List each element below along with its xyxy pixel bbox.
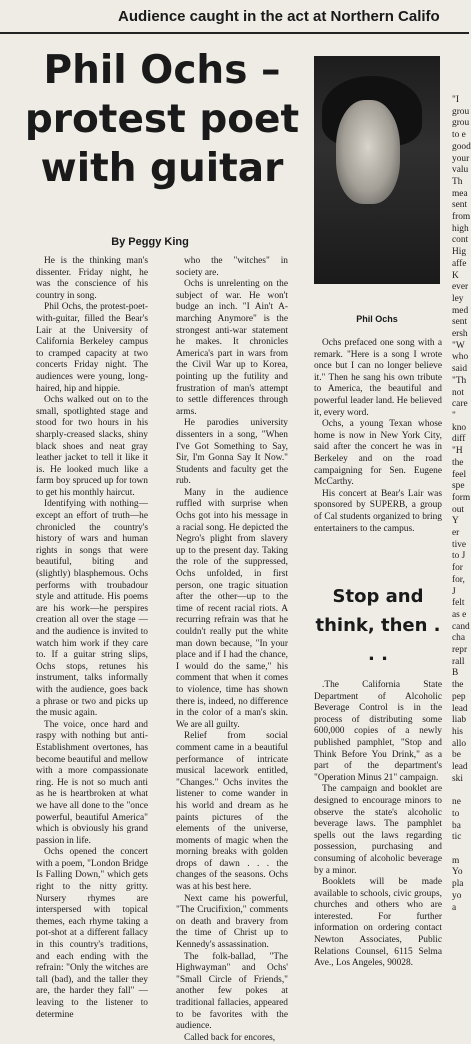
edge-fragment: from (452, 212, 471, 223)
edge-fragment: form (452, 492, 471, 503)
article-column-3 (314, 338, 442, 535)
edge-fragment: for, (452, 574, 465, 585)
edge-fragment: pla (452, 879, 464, 890)
edge-fragment: ski (452, 773, 463, 784)
paragraph: He parodies university dissenters in a song, "When I've Got Something to Say, Sir, I'm Gonna Say It Now." Students and faculty get the rub. (176, 418, 288, 487)
edge-fragment: for (452, 563, 463, 574)
edge-fragment: pep (452, 691, 466, 702)
edge-fragment: your (452, 153, 470, 164)
paragraph: who the "witches" in society are. (176, 256, 288, 278)
edge-fragment: tive (452, 539, 467, 550)
edge-fragment: be (452, 750, 461, 761)
paragraph: The folk-ballad, "The Highwayman" and Ochs' "Small Circle of Friends," another few pokes at traditional fallacies, appeared to be favorites with the audience. (176, 951, 288, 1032)
edge-fragment: valu (452, 165, 469, 176)
article-headline: Phil Ochs – protest poet with guitar (24, 48, 300, 191)
edge-fragment: to e (452, 130, 466, 141)
paragraph: The voice, once hard and raspy with nothing but anti-Establishment overtones, has become beautiful and mellow with a more compassionate ring. He is not so much anti as he is heartbroken at what we have all done to the "once powerful, beautiful America" which is obviously his grand passion in life. (36, 719, 148, 846)
edge-fragment: rall (452, 656, 465, 667)
edge-fragment: to (452, 808, 460, 819)
edge-fragment: yo (452, 890, 462, 901)
edge-fragment: Th (452, 176, 463, 187)
sidebar-headline: Stop and think, then . . . (315, 586, 441, 665)
article-column-2 (176, 256, 288, 1044)
edge-fragment: cont (452, 235, 469, 246)
paragraph: Booklets will be made available to schools, civic groups, churches and others who are interested. For further information on ordering contact Newton Associates, Public Relations Counsel, 6115 Selma Ave., Los Angeles, 90028. (314, 877, 442, 969)
edge-fragment: affe (452, 258, 467, 269)
edge-fragment: his (452, 726, 463, 737)
edge-fragment: a (452, 902, 457, 913)
edge-fragment: not (452, 387, 464, 398)
paragraph: Called back for encores, (184, 1032, 276, 1043)
paragraph: The campaign and booklet are designed to encourage minors to observe the state's alcoholic beverage laws. The pamphlet spells out the laws regarding possession, purchasing and consuming of alcoholic beverage by a minor. (314, 784, 442, 876)
edge-fragment: repr (452, 645, 468, 656)
paragraph: .The California State Department of Alcoholic Beverage Control is in the process of distributing some 600,000 copies of a newly published pamphlet, "Stop and Think Before You Drink," as a part of the department's "Operation Minus 21" campaign. (314, 680, 442, 783)
edge-fragment: m (452, 855, 460, 866)
edge-fragment: kno (452, 422, 467, 433)
edge-fragment: "I (452, 95, 459, 105)
edge-fragment: diff (452, 434, 466, 445)
paragraph: Ochs is unrelenting on the subject of war. He won't budge an inch. "I Ain't A-marching Anymore" is the strongest anti-war statement he makes. It chronicles America's part in wars from the Civil War up to Korea, pointing up the futility and frustration of man's attempt to settle differences through arms. (176, 279, 288, 417)
paragraph: Ochs, a young Texan whose home is now in New York City, said after the concert he was in Berkeley and on the road campaigning for Sen. Eugene McCarthy. (314, 419, 442, 488)
edge-fragment: Hig (452, 247, 467, 258)
edge-fragment: "H (452, 446, 463, 457)
photo-caption: Phil Ochs (356, 314, 398, 324)
edge-fragment: sent (452, 200, 468, 211)
edge-fragment: cha (452, 633, 466, 644)
edge-fragment: who (452, 352, 469, 363)
edge-fragment: K (452, 270, 459, 281)
edge-fragment: care (452, 399, 468, 410)
portrait-photo (314, 56, 440, 284)
edge-fragment: said (452, 364, 468, 375)
paragraph: Phil Ochs, the protest-poet-with-guitar, filled the Bear's Lair at the University of California Berkeley campus to cramped capacity at two concerts Friday night. The audiences were young, long-haired, hip and hippie. (36, 302, 148, 394)
edge-fragment (452, 844, 469, 856)
photo-face (336, 100, 400, 204)
edge-fragment: "Th (452, 375, 467, 386)
adjacent-column-fragments (452, 95, 469, 914)
article-column-1 (36, 256, 148, 1021)
edge-fragment (452, 785, 469, 797)
paragraph: Ochs walked out on to the small, spotlighted stage and stood for two hours in his sharply-creased slacks, shiny black shoes and neat gray leather jacket to tell it like it is. He looked much like a farm boy spruced up for town to get his monthly haircut. (36, 395, 148, 498)
edge-fragment: lead (452, 762, 468, 773)
byline: By Peggy King (111, 236, 189, 248)
edge-fragment: Yo (452, 867, 463, 878)
paragraph: Relief from social comment came in a beautiful performance of intricate musical lacework entitled, "Changes." Ochs invites the listener to come wander in his world and dream as he paints pictures of the elements of the universe, moments of magic when the morning breaks with golden drops of dawn . . . the changes of the seasons. Ochs was at his best here. (176, 731, 288, 893)
paragraph: His concert at Bear's Lair was sponsored by SUPERB, a group of Cal students organized to bring entertainers to the campus. (314, 488, 442, 534)
paragraph: Many in the audience ruffled with surprise when Ochs got into his message in a racial song. He depicted the Negro's plight from slavery up to the present day. Taking the role of the suppressed, Ochs unfolded, in first person, one tragic situation after the other—up to the time of recent racial riots. A recurring refrain was that he couldn't really put the white man down because, "In your place and if I had the chance, I would do the same," his comment that when it comes to violence, time has shown there is, indeed, no difference in the color of a man's skin. We are all guilty. (176, 487, 288, 730)
edge-fragment: the (452, 457, 464, 468)
edge-fragment: grou (452, 118, 470, 129)
edge-fragment: "W (452, 340, 465, 351)
edge-fragment: mea (452, 188, 468, 199)
edge-fragment: ne (452, 797, 461, 808)
edge-fragment: spe (452, 481, 465, 492)
edge-fragment: liab (452, 715, 467, 726)
sidebar-article (314, 680, 442, 970)
edge-fragment: cand (452, 621, 470, 632)
edge-fragment: ersh (452, 329, 468, 340)
edge-fragment: er (452, 528, 460, 539)
edge-fragment: allo (452, 738, 467, 749)
edge-fragment: lead (452, 703, 468, 714)
edge-fragment: grou (452, 106, 470, 117)
edge-fragment: ba (452, 820, 461, 831)
edge-fragment: ley (452, 293, 464, 304)
edge-fragment: good (452, 141, 471, 152)
edge-fragment: felt (452, 598, 465, 609)
edge-fragment: feel (452, 469, 467, 480)
edge-fragment: out (452, 504, 464, 515)
paragraph: Next came his powerful, "The Crucifixion," comments on death and bravery from the time of Christ up to Kennedy's assassination. (176, 893, 288, 951)
paragraph: Identifying with nothing—except an effort of truth—he chronicled the country's history of wars and human rights in songs that were beautiful, biting and (slightly) blasphemous. Ochs performs with troubadour style and attitude. His poems are his work—he perspires creation all over the stage — and the audience is invited to watch him work if they care to. If a guitar string slips, Ochs stops, retunes his instrument, talks informally with the audience, goes back a phrase or two and picks up the music again. (36, 499, 148, 719)
paragraph: Ochs opened the concert with a poem, "London Bridge Is Falling Down," which gets right to the nitty gritty. Nursery rhymes are interspersed with topical themes, each rhyme taking a pot-shot at a different fallacy in this country's traditions, and each ending with the refrain: "Only the witches are tall (bad), and the taller they are, the harder they fall" — leaving to the listener to determine (36, 847, 148, 1020)
edge-fragment: med (452, 305, 469, 316)
edge-fragment: sent (452, 317, 468, 328)
edge-fragment: tic (452, 832, 462, 843)
edge-fragment: B (452, 668, 459, 679)
paragraph: He is the thinking man's dissenter. Friday night, he was the conscience of his country in song. (36, 256, 148, 301)
paragraph: Ochs prefaced one song with a remark. "Here is a song I wrote once but I can no longer believe it." Then he sang his own tribute to America, the beautiful and powerful leader land. He believed it, every word. (314, 338, 442, 418)
edge-fragment: as e (452, 609, 467, 620)
edge-fragment: to J (452, 551, 466, 562)
edge-fragment: Y (452, 516, 459, 527)
edge-fragment: " (452, 410, 456, 421)
edge-fragment: high (452, 223, 469, 234)
edge-fragment: the (452, 680, 464, 691)
edge-fragment: J (452, 586, 456, 597)
edge-fragment: ever (452, 282, 469, 293)
kicker-headline: Audience caught in the act at Northern Califo (118, 8, 440, 25)
top-rule (0, 32, 469, 34)
